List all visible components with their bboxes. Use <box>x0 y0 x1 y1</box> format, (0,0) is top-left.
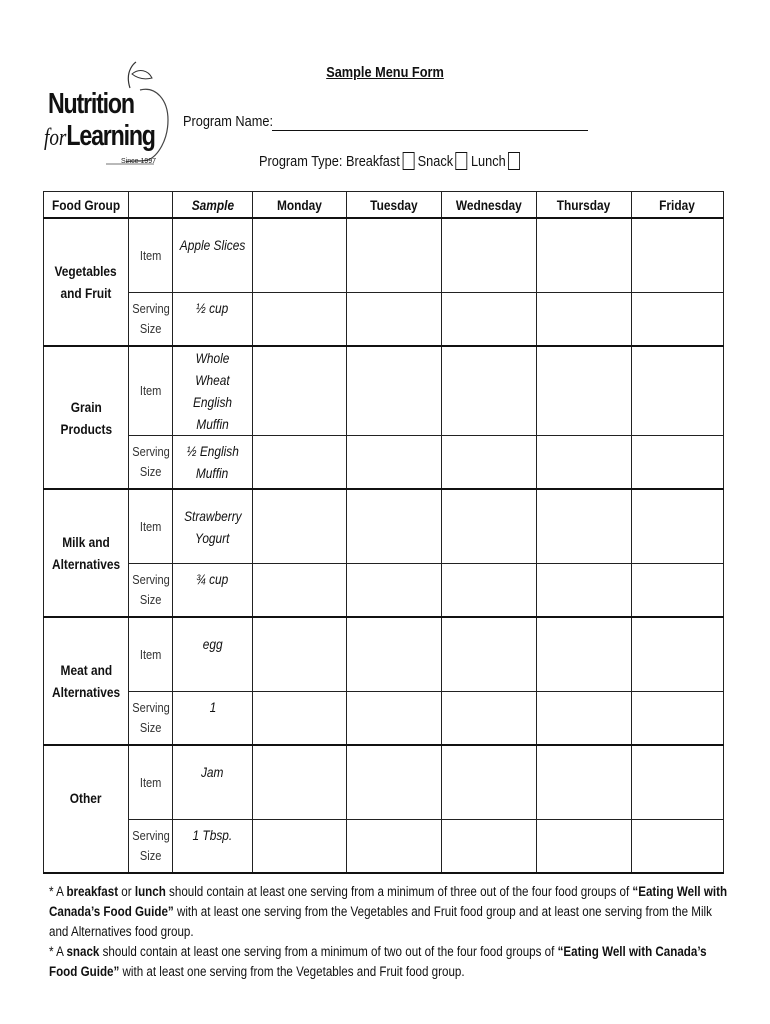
sample-serving: 1 <box>173 692 253 746</box>
tuesday-serving-cell[interactable] <box>347 692 442 746</box>
monday-item-cell[interactable] <box>253 218 347 293</box>
monday-serving-cell[interactable] <box>253 692 347 746</box>
program-type-row <box>259 152 524 170</box>
table-row <box>44 293 724 347</box>
tuesday-item-cell[interactable] <box>347 489 442 564</box>
form-title: Sample Menu Form <box>326 64 444 81</box>
wednesday-serving-cell[interactable] <box>442 820 537 874</box>
food-group-meat-and-alternatives <box>44 617 724 745</box>
table-row <box>44 820 724 874</box>
wednesday-item-cell[interactable] <box>442 346 537 436</box>
footnote-breakfast-lunch: * A breakfast or lunch should contain at least one serving from a minimum of three out of the four food groups of “Eating Well with Canada’s Food Guide” with at least one serving from the Vegetables and Fruit food group and at least one serving from the Milk and Alternatives food group. <box>49 884 728 939</box>
wednesday-serving-cell[interactable] <box>442 692 537 746</box>
tuesday-item-cell[interactable] <box>347 617 442 692</box>
wednesday-item-cell[interactable] <box>442 218 537 293</box>
monday-serving-cell[interactable] <box>253 436 347 490</box>
header-thursday: Thursday <box>537 192 632 219</box>
serving-size-label: Serving Size <box>129 692 173 746</box>
logo-text-learning <box>44 120 155 153</box>
food-group-name: Other <box>44 745 129 873</box>
sample-item: Strawberry Yogurt <box>173 489 253 564</box>
friday-serving-cell[interactable] <box>632 692 724 746</box>
sample-item: Jam <box>173 745 253 820</box>
item-label: Item <box>129 218 173 293</box>
tuesday-serving-cell[interactable] <box>347 820 442 874</box>
friday-serving-cell[interactable] <box>632 436 724 490</box>
friday-item-cell[interactable] <box>632 489 724 564</box>
thursday-item-cell[interactable] <box>537 745 632 820</box>
lunch-checkbox[interactable] <box>508 152 520 170</box>
breakfast-checkbox[interactable] <box>402 152 414 170</box>
monday-serving-cell[interactable] <box>253 820 347 874</box>
friday-item-cell[interactable] <box>632 745 724 820</box>
monday-serving-cell[interactable] <box>253 293 347 347</box>
snack-checkbox[interactable] <box>456 152 468 170</box>
thursday-item-cell[interactable] <box>537 218 632 293</box>
thursday-item-cell[interactable] <box>537 617 632 692</box>
logo-since: Since 1997 <box>121 158 157 165</box>
wednesday-item-cell[interactable] <box>442 489 537 564</box>
sample-item: Whole Wheat English Muffin <box>173 346 253 436</box>
food-group-name: Milk and Alternatives <box>44 489 129 617</box>
header-monday: Monday <box>253 192 347 219</box>
menu-table <box>43 191 724 874</box>
table-row <box>44 745 724 820</box>
program-name-label: Program Name: <box>183 113 273 130</box>
program-type-label: Program Type: <box>259 152 343 170</box>
thursday-serving-cell[interactable] <box>537 436 632 490</box>
monday-item-cell[interactable] <box>253 346 347 436</box>
monday-item-cell[interactable] <box>253 745 347 820</box>
thursday-serving-cell[interactable] <box>537 820 632 874</box>
item-label: Item <box>129 489 173 564</box>
header-tuesday: Tuesday <box>347 192 442 219</box>
monday-item-cell[interactable] <box>253 617 347 692</box>
serving-size-label: Serving Size <box>129 436 173 490</box>
program-type-lunch-label: Lunch <box>470 152 506 170</box>
table-row <box>44 346 724 436</box>
table-header-row <box>44 192 724 219</box>
thursday-serving-cell[interactable] <box>537 692 632 746</box>
food-group-vegetables-and-fruit <box>44 218 724 346</box>
logo-text-for: for <box>44 125 67 151</box>
table-row <box>44 436 724 490</box>
friday-item-cell[interactable] <box>632 218 724 293</box>
tuesday-serving-cell[interactable] <box>347 564 442 618</box>
wednesday-serving-cell[interactable] <box>442 564 537 618</box>
thursday-serving-cell[interactable] <box>537 564 632 618</box>
friday-serving-cell[interactable] <box>632 564 724 618</box>
table-row <box>44 489 724 564</box>
header-food-group: Food Group <box>44 192 129 219</box>
table-row <box>44 218 724 293</box>
logo-text-learning-word: Learning <box>66 120 155 152</box>
table-row <box>44 564 724 618</box>
footnote-snack: * A snack should contain at least one serving from a minimum of two out of the four food groups of “Eating Well with Canada’s Food Guide” with at least one serving from the Vegetables and Fruit food group. <box>49 944 707 979</box>
header-friday: Friday <box>632 192 724 219</box>
monday-serving-cell[interactable] <box>253 564 347 618</box>
wednesday-item-cell[interactable] <box>442 617 537 692</box>
monday-item-cell[interactable] <box>253 489 347 564</box>
friday-item-cell[interactable] <box>632 346 724 436</box>
food-group-grain-products <box>44 346 724 489</box>
footnotes <box>49 882 729 982</box>
item-label: Item <box>129 346 173 436</box>
table-row <box>44 617 724 692</box>
sample-item: Apple Slices <box>173 218 253 293</box>
wednesday-serving-cell[interactable] <box>442 293 537 347</box>
logo-text-nutrition: Nutrition <box>48 88 134 120</box>
header-sample: Sample <box>173 192 253 219</box>
food-group-milk-and-alternatives <box>44 489 724 617</box>
serving-size-label: Serving Size <box>129 820 173 874</box>
food-group-name: Grain Products <box>44 346 129 489</box>
food-group-name: Meat and Alternatives <box>44 617 129 745</box>
header-label-column <box>129 192 173 219</box>
tuesday-item-cell[interactable] <box>347 218 442 293</box>
thursday-item-cell[interactable] <box>537 489 632 564</box>
item-label: Item <box>129 745 173 820</box>
tuesday-item-cell[interactable] <box>347 346 442 436</box>
thursday-serving-cell[interactable] <box>537 293 632 347</box>
sample-item: egg <box>173 617 253 692</box>
sample-serving: 1 Tbsp. <box>173 820 253 874</box>
sample-serving: ½ English Muffin <box>173 436 253 490</box>
item-label: Item <box>129 617 173 692</box>
sample-serving: ½ cup <box>173 293 253 347</box>
header-wednesday: Wednesday <box>442 192 537 219</box>
tuesday-serving-cell[interactable] <box>347 293 442 347</box>
sample-serving: ¾ cup <box>173 564 253 618</box>
program-type-breakfast-label: Breakfast <box>345 152 400 170</box>
food-group-name: Vegetables and Fruit <box>44 218 129 346</box>
wednesday-item-cell[interactable] <box>442 745 537 820</box>
thursday-item-cell[interactable] <box>537 346 632 436</box>
program-name-field[interactable] <box>272 130 588 131</box>
serving-size-label: Serving Size <box>129 293 173 347</box>
nutrition-for-learning-logo <box>44 60 179 172</box>
friday-serving-cell[interactable] <box>632 820 724 874</box>
food-group-other <box>44 745 724 873</box>
friday-serving-cell[interactable] <box>632 293 724 347</box>
friday-item-cell[interactable] <box>632 617 724 692</box>
serving-size-label: Serving Size <box>129 564 173 618</box>
tuesday-item-cell[interactable] <box>347 745 442 820</box>
wednesday-serving-cell[interactable] <box>442 436 537 490</box>
program-type-snack-label: Snack <box>417 152 454 170</box>
tuesday-serving-cell[interactable] <box>347 436 442 490</box>
table-row <box>44 692 724 746</box>
